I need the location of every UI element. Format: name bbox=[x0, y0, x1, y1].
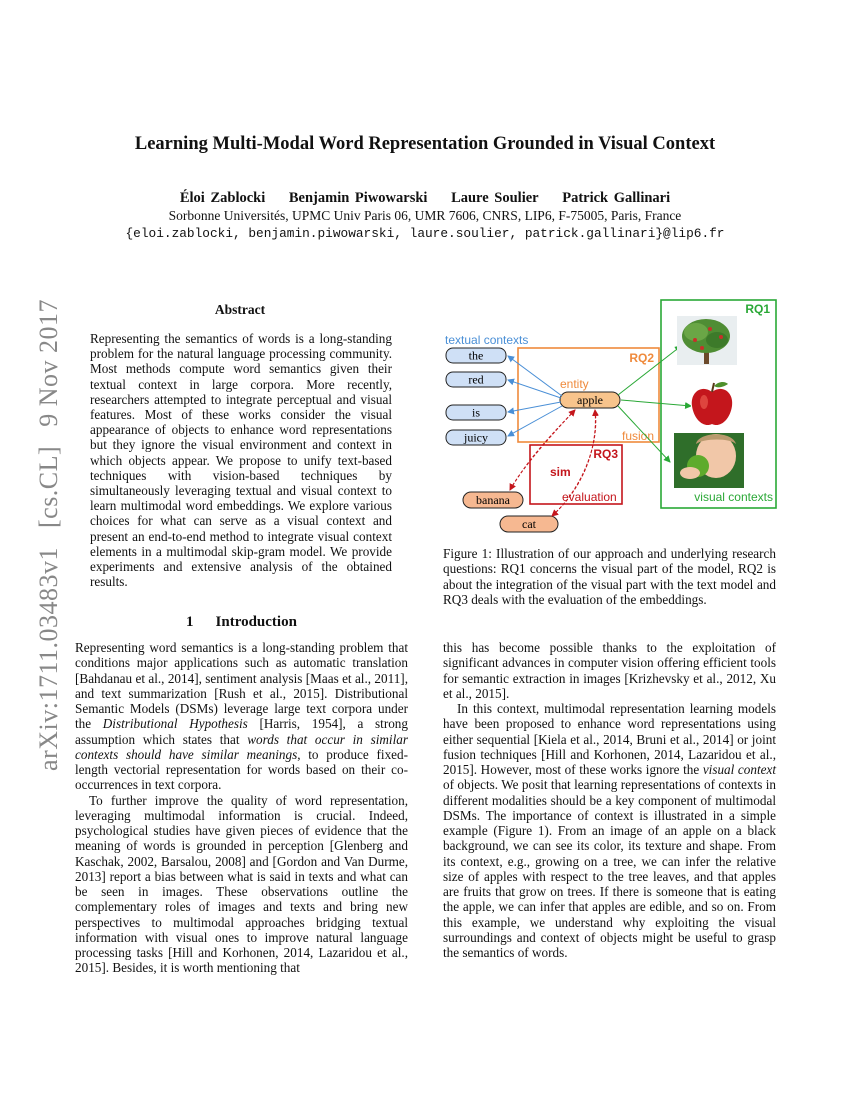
abstract-text: Representing the semantics of words is a long-standing problem for the natural language processing community. Most methods compute word semantics given their textual context in large corpora. More recently, researchers attempted to integrate perceptual and visual features. Most of these works consider the visual appearance of objects to enhance word representations but they ignore the visual environment and context in which objects appear. We propose to unify text-based techniques with vision-based techniques by simultaneously leveraging textual and visual context to learn multimodal word embeddings. We explore various choices for what can serve as a visual context and present an end-to-end method to integrate visual context elements in a multimodal skip-gram model. We provide experiments and extensive analysis of the obtained results. bbox=[90, 331, 392, 590]
apple-image bbox=[691, 380, 734, 430]
rq3-label: RQ3 bbox=[593, 447, 618, 461]
text-context-arrow bbox=[508, 356, 562, 396]
visual-contexts-label: visual contexts bbox=[694, 490, 773, 504]
intro-left-column bbox=[75, 640, 408, 976]
abstract-heading: Abstract bbox=[214, 302, 266, 317]
arxiv-stamp bbox=[34, 293, 64, 777]
figure-caption: Figure 1: Illustration of our approach and underlying research questions: RQ1 concerns the visual part of the model, RQ2 is about the integration of the visual part with the text model and RQ3 deals with the evaluation of the embeddings. bbox=[443, 546, 776, 607]
arxiv-date: 9 Nov 2017 bbox=[34, 299, 63, 427]
word-label: is bbox=[471, 405, 481, 420]
word-label: the bbox=[468, 348, 484, 363]
textual-contexts-label: textual contexts bbox=[445, 333, 529, 347]
fusion-label: fusion bbox=[622, 429, 655, 443]
rq2-label: RQ2 bbox=[629, 351, 654, 365]
section-heading bbox=[75, 614, 408, 631]
eval-node bbox=[500, 516, 558, 532]
section-title: Introduction bbox=[215, 614, 297, 630]
tree-image bbox=[677, 316, 737, 365]
paragraph: To further improve the quality of word representation, leveraging multimodal information is crucial. Indeed, psychological studies have given pieces of evidence that the meaning of words is grounded in perception [Glenberg and Kaschak, 2002, Barsalou, 2008] and [Gordon and Van Durme, 2013] report a bias between what is said in texts and what can be seen in images. These observations outline the complementary roles of images and texts and bring new perspectives to multimodal approaches bridging textual information with visual ones to improve natural language processing tasks [Hill and Korhonen, 2014, Lazaridou et al., 2015]. Besides, it is worth mentioning that bbox=[75, 792, 408, 976]
eval-word: banana bbox=[476, 493, 510, 507]
word-label: juicy bbox=[464, 430, 488, 445]
entity-node bbox=[560, 392, 620, 408]
entity-label: entity bbox=[560, 377, 589, 391]
figure-1 bbox=[440, 296, 780, 536]
visual-context-arrow bbox=[621, 400, 691, 406]
author-emails: {eloi.zablocki, benjamin.piwowarski, laure.soulier, patrick.gallinari}@lip6.fr bbox=[125, 226, 725, 241]
paragraph: Representing word semantics is a long-standing problem that conditions major applications such as automatic translation [Bahdanau et al., 2014], sentiment analysis [Maas et al., 2011], and text summarization [Rush et al., 2015]. Distributional Semantic Models (DSMs) leverage large text corpora under the Distributional Hypothesis [Harris, 1954], a strong assumption which states that words that occur in similar contexts should have similar meanings, to produce fixed-length vectorial representation for words based on their co-occurrences in text corpora. bbox=[75, 640, 408, 793]
author-list bbox=[0, 190, 850, 207]
word-node bbox=[446, 372, 506, 387]
author: Patrick Gallinari bbox=[562, 190, 671, 206]
arxiv-category: [cs.CL] bbox=[34, 445, 63, 529]
entity-word: apple bbox=[577, 393, 603, 407]
author: Éloi Zablocki bbox=[179, 190, 266, 206]
arxiv-id: arXiv:1711.03483v1 bbox=[34, 547, 63, 771]
sim-label: sim bbox=[550, 465, 571, 479]
eval-node bbox=[463, 492, 523, 508]
evaluation-label: evaluation bbox=[562, 490, 617, 504]
affiliation: Sorbonne Universités, UPMC Univ Paris 06, UMR 7606, CNRS, LIP6, F-75005, Paris, France bbox=[168, 208, 682, 223]
person-eating-image bbox=[674, 433, 744, 488]
author: Benjamin Piwowarski bbox=[288, 190, 428, 206]
word-node bbox=[446, 348, 506, 363]
rq1-label: RQ1 bbox=[745, 302, 770, 316]
eval-word: cat bbox=[522, 517, 536, 531]
paragraph: In this context, multimodal representation learning models have been proposed to enhance word representations using either sequential [Kiela et al., 2014, Bruni et al., 2014] or joint fusion techniques [Hill and Korhonen, 2014, Lazaridou et al., 2015]. However, most of these works ignore the visual context of objects. We posit that learning representations of contexts in different modalities should be a key component of multimodal DSMs. The importance of context is illustrated in a simple example (Figure 1). From an image of an apple on a black background, we can see its color, its texture and shape. From its context, e.g., growing on a tree, we can infer the relative size of apples with respect to the tree leaves, and that apples are fruits that grow on trees. If there is someone that is eating the apple, we can infer that apples are edible, and so on. From this example, we understand why exploiting the visual surroundings and context of objects might be useful to grasp the semantics of words. bbox=[443, 701, 776, 960]
word-node bbox=[446, 430, 506, 445]
word-node bbox=[446, 405, 506, 420]
section-number: 1 bbox=[186, 614, 194, 630]
word-label: red bbox=[468, 372, 484, 387]
paragraph: this has become possible thanks to the exploitation of significant advances in computer vision offering efficient tools for semantic extraction in images [Krizhevsky et al., 2012, Xu et al., 2015]. bbox=[443, 640, 776, 701]
intro-right-column bbox=[443, 640, 776, 960]
paper-title: Learning Multi-Modal Word Representation Grounded in Visual Context bbox=[134, 134, 716, 154]
author: Laure Soulier bbox=[451, 190, 539, 206]
